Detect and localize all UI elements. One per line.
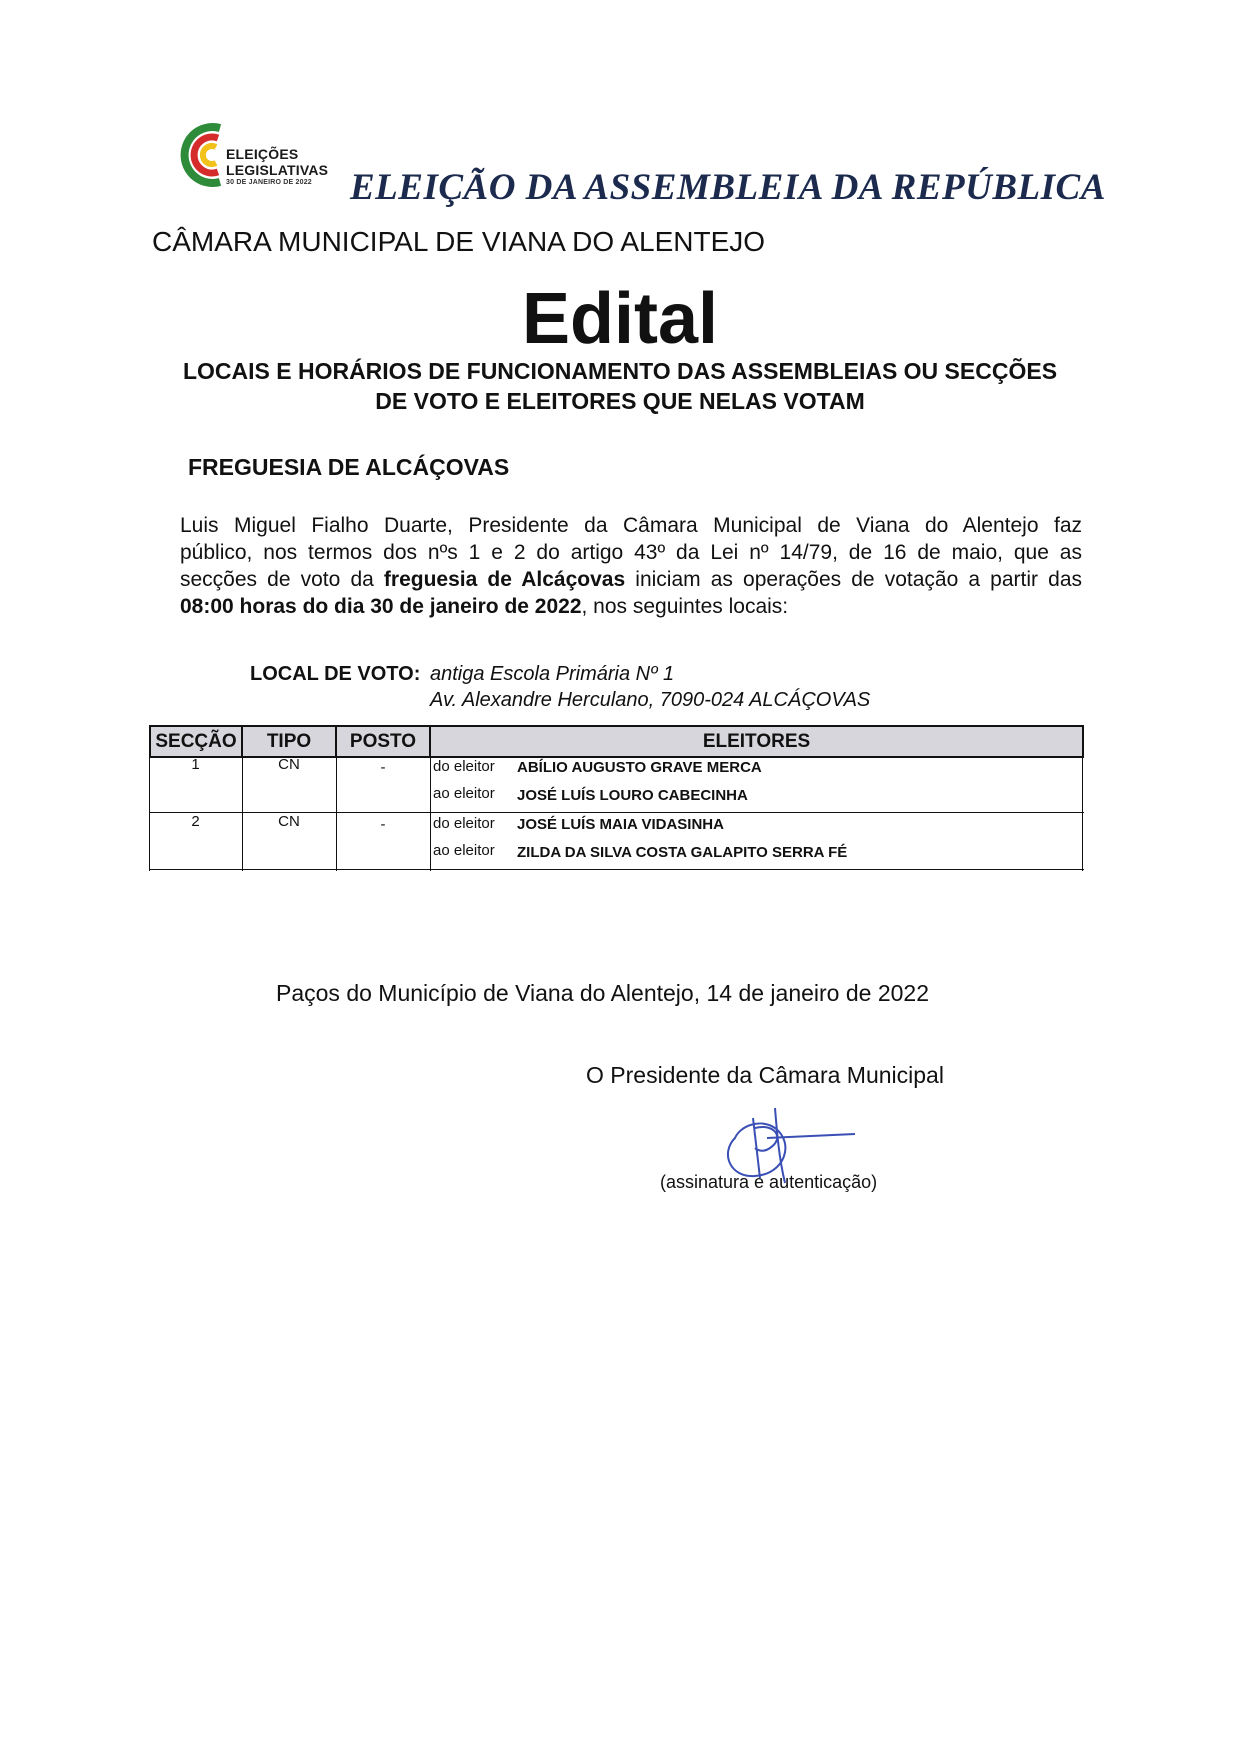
document-subtitle [120, 356, 1120, 416]
municipality-name: CÂMARA MUNICIPAL DE VIANA DO ALENTEJO [152, 226, 766, 257]
place-and-date: Paços do Município de Viana do Alentejo, 14 de janeiro de 2022 [276, 980, 930, 1006]
voting-place-label: LOCAL DE VOTO: [250, 663, 421, 685]
header-tipo: TIPO [241, 725, 337, 758]
row-2-from-name: JOSÉ LUÍS MAIA VIDASINHA [517, 816, 724, 833]
document-title: ELEIÇÃO DA ASSEMBLEIA DA REPÚBLICA [350, 167, 1106, 208]
president-title: O Presidente da Câmara Municipal [586, 1062, 944, 1088]
announcement-line-2: público, nos termos dos nºs 1 e 2 do artigo 43º da Lei nº 14/79, de 16 de maio, que as [180, 541, 1082, 564]
announcement-text-part: secções de voto da [180, 568, 384, 591]
row-1-seccao: 1 [191, 756, 200, 773]
table-border [1082, 756, 1083, 871]
row-1-from-name: ABÍLIO AUGUSTO GRAVE MERCA [517, 759, 762, 776]
table-bottom-border [149, 869, 1084, 870]
voting-place-address: Av. Alexandre Herculano, 7090-024 ALCÁÇOVAS [430, 689, 871, 711]
signature-note: (assinatura e autenticação) [660, 1172, 878, 1192]
header-posto: POSTO [335, 725, 431, 758]
announcement-text [180, 512, 1082, 620]
header-seccao: SECÇÃO [149, 725, 243, 758]
row-2-posto: - [380, 816, 386, 833]
table-border [430, 756, 431, 871]
parish-name: FREGUESIA DE ALCÁÇOVAS [188, 454, 510, 480]
announcement-text-part: iniciam as operações de votação a partir das [625, 568, 1082, 591]
elections-emblem-icon [180, 120, 230, 190]
logo-line-2: LEGISLATIVAS [226, 162, 329, 178]
edital-heading: Edital [521, 279, 719, 359]
announcement-line-1: Luis Miguel Fialho Duarte, Presidente da Câmara Municipal de Viana do Alentejo faz [180, 514, 1082, 537]
row-1-tipo: CN [278, 756, 300, 773]
announcement-parish-bold: freguesia de Alcáçovas [383, 568, 626, 591]
logo-text [226, 146, 328, 188]
header-eleitores: ELEITORES [429, 725, 1084, 758]
voting-place-name: antiga Escola Primária Nº 1 [430, 663, 675, 685]
row-2-to-name: ZILDA DA SILVA COSTA GALAPITO SERRA FÉ [517, 844, 848, 861]
announcement-line-4 [180, 593, 1082, 620]
row-1-to-label: ao eleitor [433, 785, 495, 802]
announcement-line-3 [180, 566, 1082, 593]
row-2-to-label: ao eleitor [433, 842, 495, 859]
subtitle-line-1: LOCAIS E HORÁRIOS DE FUNCIONAMENTO DAS ASSEMBLEIAS OU SECÇÕES [182, 358, 1058, 384]
row-2-from-label: do eleitor [433, 815, 495, 832]
announcement-text-part: , nos seguintes locais: [581, 595, 789, 618]
logo-line-3: 30 DE JANEIRO DE 2022 [226, 179, 312, 186]
row-1-from-label: do eleitor [433, 758, 495, 775]
elections-logo [180, 118, 330, 198]
row-2-tipo: CN [278, 813, 300, 830]
logo-line-1: ELEIÇÕES [226, 146, 299, 162]
subtitle-line-2: DE VOTO E ELEITORES QUE NELAS VOTAM [375, 388, 865, 414]
voters-table [149, 725, 1084, 871]
row-2-seccao: 2 [191, 813, 200, 830]
row-1-posto: - [380, 759, 386, 776]
announcement-time-bold: 08:00 horas do dia 30 de janeiro de 2022 [180, 595, 582, 618]
row-1-to-name: JOSÉ LUÍS LOURO CABECINHA [517, 787, 748, 804]
